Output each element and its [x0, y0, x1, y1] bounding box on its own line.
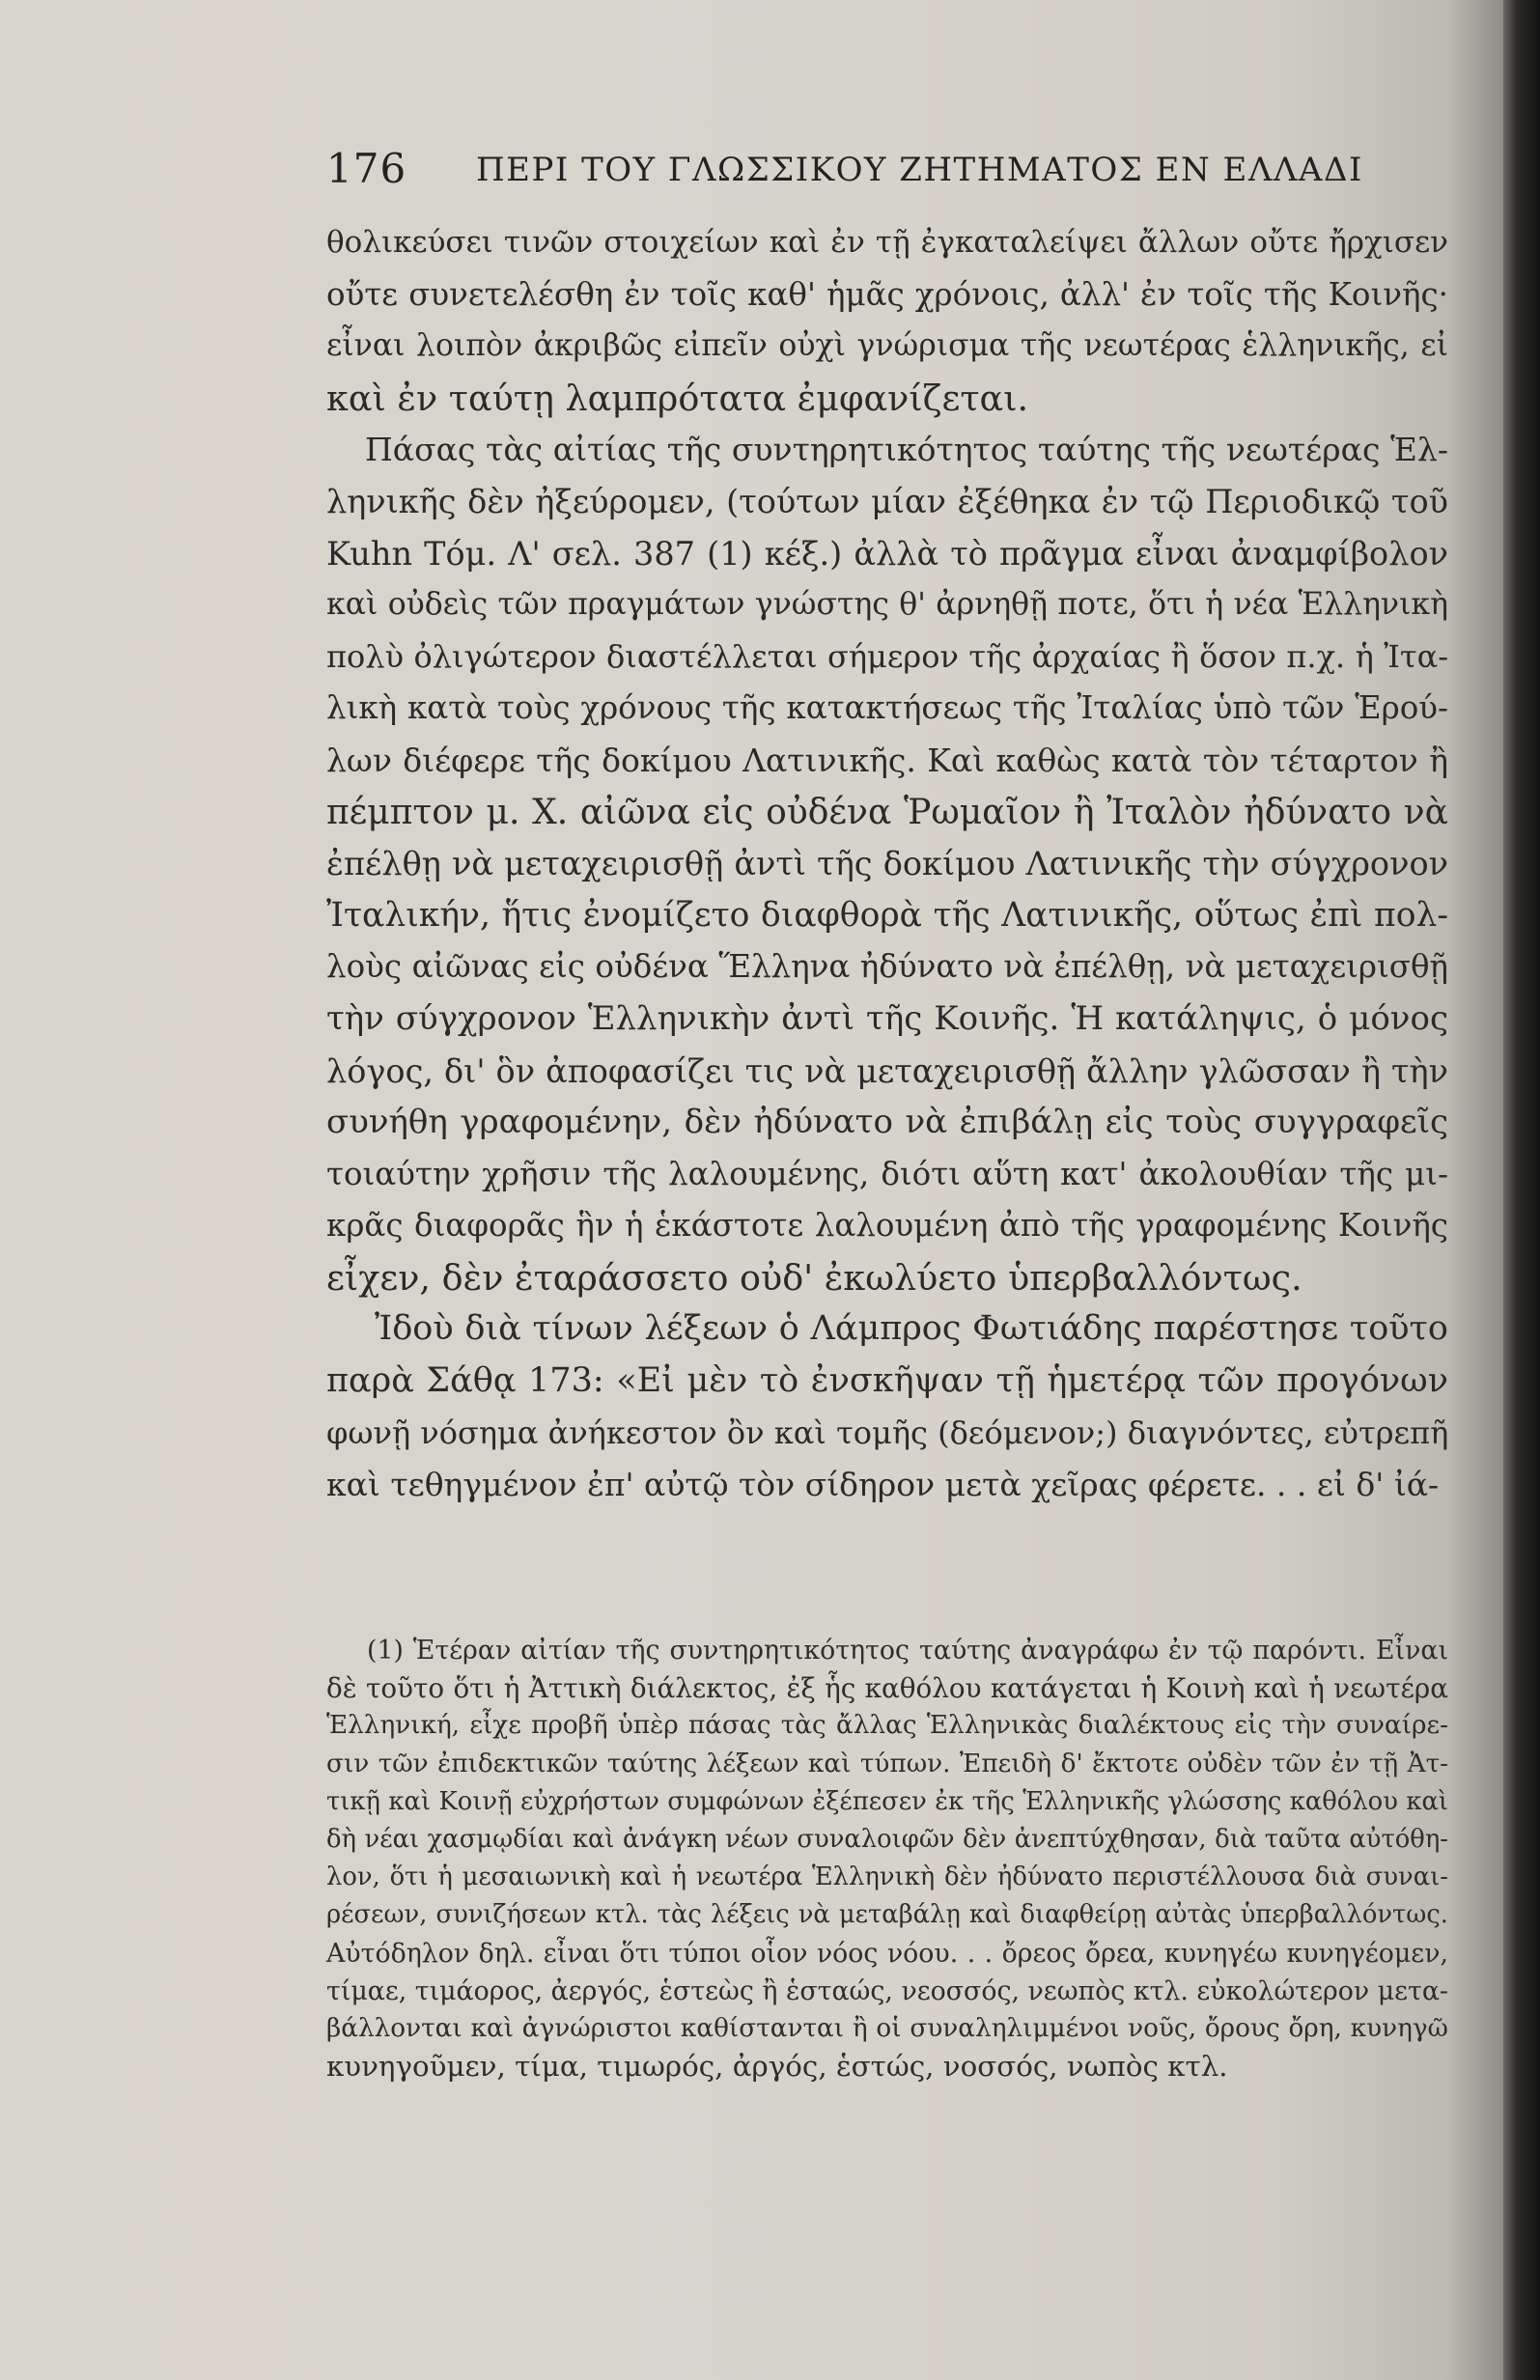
text-line: λοὺς αἰῶνας εἰς οὐδένα Ἕλληνα ἠδύνατο νὰ ἐπέλθῃ, νὰ μεταχειρισθῇ	[326, 948, 1448, 986]
text-line: τοιαύτην χρῆσιν τῆς λαλουμένης, διότι αὕτη κατ' ἀκολουθίαν τῆς μι-	[326, 1155, 1448, 1192]
footnote-line: (1) Ἑτέραν αἰτίαν τῆς συντηρητικότητος ταύτης ἀναγράφω ἐν τῷ παρόντι. Εἶναι	[367, 1636, 1448, 1666]
page-header	[326, 145, 1417, 203]
paragraph-3	[326, 1303, 1448, 1510]
book-spine-shadow	[1503, 0, 1540, 2380]
text-line: πολὺ ὀλιγώτερον διαστέλλεται σήμερον τῆς ἀρχαίας ἢ ὅσον π.χ. ἡ Ἰτα-	[326, 637, 1448, 675]
text-line: ληνικῆς δὲν ἠξεύρομεν, (τούτων μίαν ἐξέθηκα ἐν τῷ Περιοδικῷ τοῦ	[326, 482, 1448, 520]
text-line: ἐπέλθῃ νὰ μεταχειρισθῇ ἀντὶ τῆς δοκίμου Λατινικῆς τὴν σύγχρονον	[326, 845, 1448, 883]
footnote-line: βάλλονται καὶ ἀγνώριστοι καθίστανται ἢ οἱ συναληλιμμένοι νοῦς, ὄρους ὄρη, κυνηγῶ	[326, 2014, 1448, 2044]
footnote-line: σιν τῶν ἐπιδεκτικῶν ταύτης λέξεων καὶ τύπων. Ἐπειδὴ δ' ἔκτοτε οὐδὲν τῶν ἐν τῇ Ἀτ-	[326, 1749, 1448, 1778]
text-line: εἶχεν, δὲν ἐταράσσετο οὐδ' ἐκωλύετο ὑπερβαλλόντως.	[326, 1256, 1302, 1299]
text-line: εἶναι λοιπὸν ἀκριβῶς εἰπεῖν οὐχὶ γνώρισμα τῆς νεωτέρας ἑλληνικῆς, εἰ	[326, 328, 1448, 364]
text-line: λικὴ κατὰ τοὺς χρόνους τῆς κατακτήσεως τῆς Ἰταλίας ὑπὸ τῶν Ἑρού-	[326, 689, 1448, 727]
main-text	[326, 217, 1448, 1511]
text-line: Ἰδοὺ διὰ τίνων λέξεων ὁ Λάμπρος Φωτιάδης παρέστησε τοῦτο	[375, 1309, 1448, 1349]
footnote-line: τικῇ καὶ Κοινῇ εὐχρήστων συμφώνων ἐξέπεσεν ἐκ τῆς Ἑλληνικῆς γλώσσης καθόλου καὶ	[326, 1786, 1448, 1816]
text-line: θολικεύσει τινῶν στοιχείων καὶ ἐν τῇ ἐγκαταλείψει ἄλλων οὔτε ἤρχισεν	[326, 225, 1448, 260]
text-line: καὶ οὐδεὶς τῶν πραγμάτων γνώστης θ' ἀρνηθῇ ποτε, ὅτι ἡ νέα Ἑλληνικὴ	[326, 587, 1448, 623]
text-line: Ἰταλικήν, ἥτις ἐνομίζετο διαφθορὰ τῆς Λατινικῆς, οὕτως ἐπὶ πολ-	[326, 895, 1448, 935]
footnote	[326, 1632, 1448, 2086]
text-line: λόγος, δι' ὃν ἀποφασίζει τις νὰ μεταχειρισθῇ ἄλλην γλῶσσαν ἢ τὴν	[326, 1051, 1448, 1090]
footnote-line: κυνηγοῦμεν, τίμα, τιμωρός, ἀργός, ἑστώς, νοσσός, νωπὸς κτλ.	[326, 2050, 1228, 2084]
footnote-line: τίμαε, τιμάορος, ἀεργός, ἑστεὼς ἢ ἑσταώς, νεοσσός, νεωπὸς κτλ. εὐκολώτερον μετα-	[326, 1975, 1448, 2006]
text-line: συνήθη γραφομένην, δὲν ἠδύνατο νὰ ἐπιβάλῃ εἰς τοὺς συγγραφεῖς	[326, 1103, 1448, 1142]
text-line: φωνῇ νόσημα ἀνήκεστον ὂν καὶ τομῆς (δεόμενον;) διαγνόντες, εὐτρεπῆ	[326, 1414, 1449, 1451]
text-line: κρᾶς διαφορᾶς ἣν ἡ ἑκάστοτε λαλουμένη ἀπὸ τῆς γραφομένης Κοινῆς	[326, 1207, 1448, 1245]
text-line: καὶ τεθηγμένον ἐπ' αὐτῷ τὸν σίδηρον μετὰ χεῖρας φέρετε. . . εἰ δ' ἰά-	[326, 1466, 1440, 1504]
footnote-line: Αὐτόδηλον δηλ. εἶναι ὅτι τύποι οἷον νόος νόου. . . ὄρεος ὄρεα, κυνηγέω κυνηγέομεν,	[326, 1938, 1448, 1969]
text-line: τὴν σύγχρονον Ἑλληνικὴν ἀντὶ τῆς Κοινῆς. Ἡ κατάληψις, ὁ μόνος	[326, 998, 1448, 1038]
footnote-line: δὲ τοῦτο ὅτι ἡ Ἀττικὴ διάλεκτος, ἐξ ἧς καθόλου κατάγεται ἡ Κοινὴ καὶ ἡ νεωτέρα	[326, 1672, 1448, 1705]
running-title: ΠΕΡΙ ΤΟΥ ΓΛΩΣΣΙΚΟΥ ΖΗΤΗΜΑΤΟΣ ΕΝ ΕΛΛΑΔΙ	[476, 151, 1363, 189]
text-line: Πάσας τὰς αἰτίας τῆς συντηρητικότητος ταύτης τῆς νεωτέρας Ἑλ-	[365, 431, 1448, 469]
text-line: Kuhn Τόμ. Λ' σελ. 387 (1) κέξ.) ἀλλὰ τὸ πρᾶγμα εἶναι ἀναμφίβολον	[326, 534, 1448, 573]
text-line: οὔτε συνετελέσθη ἐν τοῖς καθ' ἡμᾶς χρόνοις, ἀλλ' ἐν τοῖς τῆς Κοινῆς·	[326, 275, 1448, 313]
footnote-line: λον, ὅτι ἡ μεσαιωνικὴ καὶ ἡ νεωτέρα Ἑλληνικὴ δὲν ἠδύνατο περιστέλλουσα διὰ συναι-	[326, 1862, 1448, 1892]
text-line: πέμπτον μ. Χ. αἰῶνα εἰς οὐδένα Ῥωμαῖον ἢ Ἰταλὸν ἠδύνατο νὰ	[326, 792, 1448, 832]
page-number: 176	[326, 145, 407, 192]
paragraph-2	[326, 424, 1448, 1303]
footnote-line: δὴ νέαι χασμῳδίαι καὶ ἀνάγκη νέων συναλοιφῶν δὲν ἀνεπτύχθησαν, διὰ ταῦτα αὐτόθη-	[326, 1825, 1448, 1855]
footnote-line: Ἑλληνική, εἶχε προβῆ ὑπὲρ πάσας τὰς ἄλλας Ἑλληνικὰς διαλέκτους εἰς τὴν συναίρε-	[326, 1711, 1448, 1741]
text-line: παρὰ Σάθᾳ 173: «Εἰ μὲν τὸ ἐνσκῆψαν τῇ ἡμετέρᾳ τῶν προγόνων	[326, 1361, 1448, 1401]
paragraph-1	[326, 217, 1448, 424]
text-line: λων διέφερε τῆς δοκίμου Λατινικῆς. Καὶ καθὼς κατὰ τὸν τέταρτον ἢ	[326, 741, 1448, 779]
text-line: καὶ ἐν ταύτῃ λαμπρότατα ἐμφανίζεται.	[326, 377, 1029, 419]
footnote-line: ρέσεων, συνιζήσεων κτλ. τὰς λέξεις νὰ μεταβάλῃ καὶ διαφθείρῃ αὐτὰς ὑπερβαλλόντως.	[326, 1900, 1448, 1930]
